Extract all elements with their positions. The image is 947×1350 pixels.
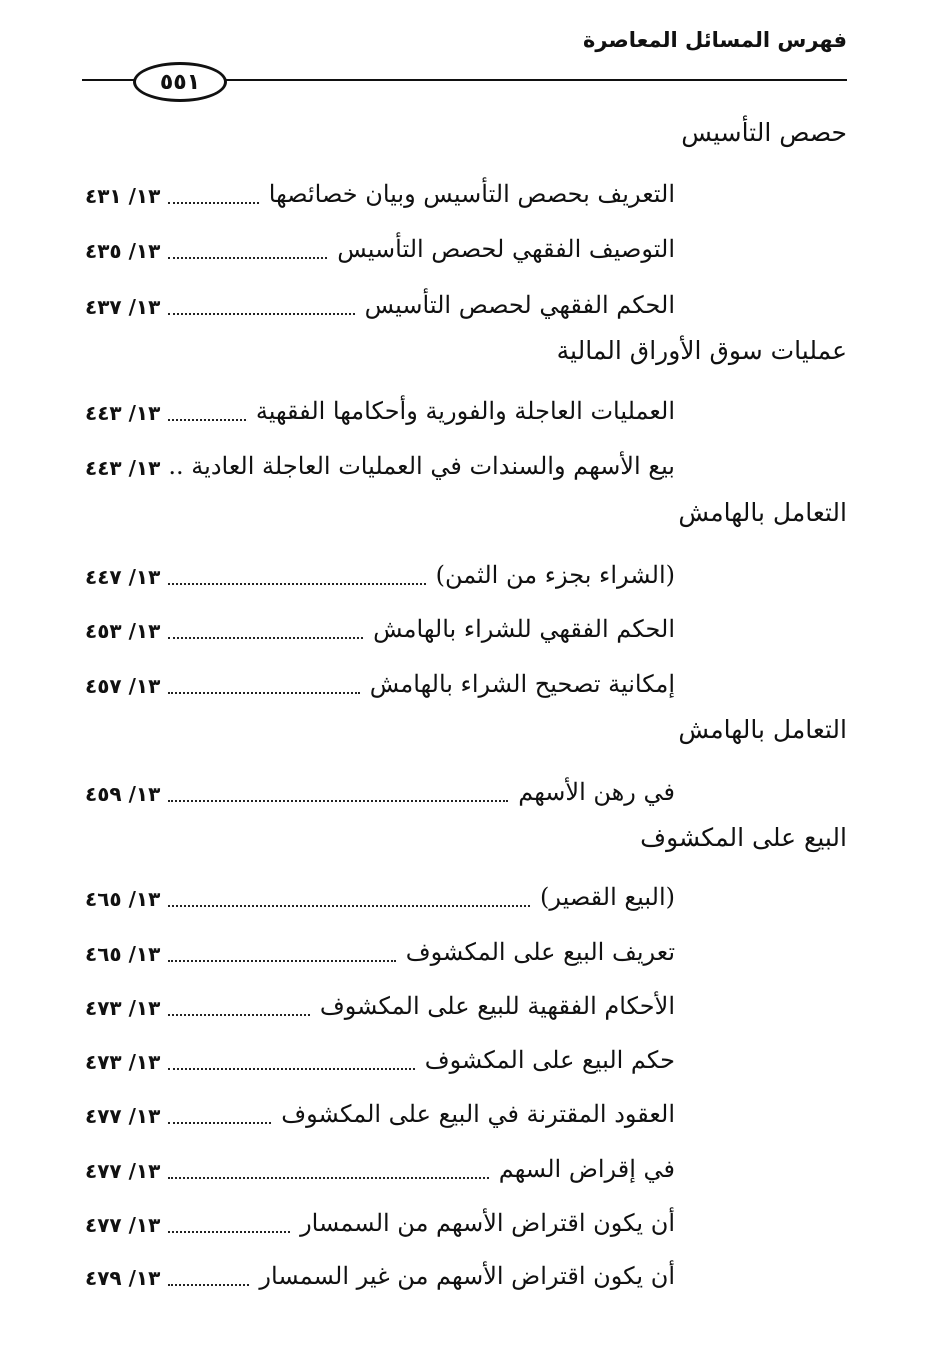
dot-leader bbox=[168, 1068, 415, 1070]
index-entry bbox=[85, 1256, 675, 1296]
entry-title: (البيع القصير) bbox=[539, 883, 675, 911]
entry-title: (الشراء بجزء من الثمن) bbox=[435, 561, 675, 589]
entry-reference: ١٣/ ٤٧٧ bbox=[85, 1213, 161, 1237]
section-heading: البيع على المكشوف bbox=[640, 823, 847, 852]
entry-title: حكم البيع على المكشوف bbox=[424, 1046, 675, 1074]
entry-title: الأحكام الفقهية للبيع على المكشوف bbox=[319, 992, 675, 1020]
dot-leader bbox=[168, 583, 426, 585]
index-entry bbox=[85, 174, 675, 214]
entry-reference: ١٣/ ٤٤٣ bbox=[85, 456, 161, 480]
index-entry bbox=[85, 555, 675, 595]
entry-reference: ١٣/ ٤٧٧ bbox=[85, 1159, 161, 1183]
entry-title: بيع الأسهم والسندات في العمليات العاجلة العادية .. bbox=[168, 452, 675, 480]
dot-leader bbox=[168, 257, 327, 259]
index-entry bbox=[85, 664, 675, 704]
entry-reference: ١٣/ ٤٤٧ bbox=[85, 565, 161, 589]
entry-title: التعريف بحصص التأسيس وبيان خصائصها bbox=[268, 180, 675, 208]
dot-leader bbox=[168, 692, 360, 694]
dot-leader bbox=[168, 1177, 489, 1179]
page-number: ٥٥١ bbox=[133, 62, 227, 102]
entry-reference: ١٣/ ٤٥٣ bbox=[85, 619, 161, 643]
index-entry bbox=[85, 1040, 675, 1080]
index-entry bbox=[85, 391, 675, 431]
section-heading: حصص التأسيس bbox=[681, 118, 847, 147]
entry-title: التوصيف الفقهي لحصص التأسيس bbox=[337, 235, 675, 263]
entry-reference: ١٣/ ٤٧٣ bbox=[85, 1050, 161, 1074]
dot-leader bbox=[168, 202, 259, 204]
entry-reference: ١٣/ ٤٤٣ bbox=[85, 401, 161, 425]
entry-title: العقود المقترنة في البيع على المكشوف bbox=[281, 1100, 675, 1128]
entry-title: في رهن الأسهم bbox=[518, 778, 675, 806]
dot-leader bbox=[168, 905, 530, 907]
section-heading: عمليات سوق الأوراق المالية bbox=[556, 336, 847, 365]
index-entry bbox=[85, 772, 675, 812]
dot-leader bbox=[168, 419, 246, 421]
entry-reference: ١٣/ ٤٧٩ bbox=[85, 1266, 161, 1290]
entry-title: في إقراض السهم bbox=[498, 1155, 675, 1183]
entry-title: إمكانية تصحيح الشراء بالهامش bbox=[369, 670, 675, 698]
entry-title: العمليات العاجلة والفورية وأحكامها الفقهية bbox=[255, 397, 675, 425]
entry-reference: ١٣/ ٤٧٧ bbox=[85, 1104, 161, 1128]
entry-reference: ١٣/ ٤٥٩ bbox=[85, 782, 161, 806]
dot-leader bbox=[168, 1122, 271, 1124]
entry-reference: ١٣/ ٤٣٧ bbox=[85, 295, 161, 319]
index-entry bbox=[85, 229, 675, 269]
entry-title: أن يكون اقتراض الأسهم من غير السمسار bbox=[259, 1262, 675, 1290]
entry-reference: ١٣/ ٤٣٥ bbox=[85, 239, 161, 263]
entry-reference: ١٣/ ٤٥٧ bbox=[85, 674, 161, 698]
entry-reference: ١٣/ ٤٣١ bbox=[85, 184, 161, 208]
index-entry bbox=[85, 446, 675, 486]
index-entry bbox=[85, 877, 675, 917]
index-entry bbox=[85, 1203, 675, 1243]
entry-reference: ١٣/ ٤٦٥ bbox=[85, 942, 161, 966]
index-entry bbox=[85, 932, 675, 972]
index-entry bbox=[85, 1094, 675, 1134]
entry-title: أن يكون اقتراض الأسهم من السمسار bbox=[300, 1209, 675, 1237]
section-heading: التعامل بالهامش bbox=[678, 715, 847, 744]
dot-leader bbox=[168, 800, 508, 802]
dot-leader bbox=[168, 1014, 310, 1016]
entry-reference: ١٣/ ٤٦٥ bbox=[85, 887, 161, 911]
index-entry bbox=[85, 986, 675, 1026]
running-header-title: فهرس المسائل المعاصرة bbox=[583, 28, 847, 52]
entry-title: الحكم الفقهي لحصص التأسيس bbox=[364, 291, 675, 319]
index-entry bbox=[85, 609, 675, 649]
section-heading: التعامل بالهامش bbox=[678, 498, 847, 527]
dot-leader bbox=[168, 960, 396, 962]
entry-title: الحكم الفقهي للشراء بالهامش bbox=[373, 615, 675, 643]
dot-leader bbox=[168, 313, 355, 315]
index-entry bbox=[85, 1149, 675, 1189]
entry-reference: ١٣/ ٤٧٣ bbox=[85, 996, 161, 1020]
dot-leader bbox=[168, 1231, 290, 1233]
dot-leader bbox=[168, 637, 363, 639]
entry-title: تعريف البيع على المكشوف bbox=[405, 938, 675, 966]
index-entry bbox=[85, 285, 675, 325]
dot-leader bbox=[168, 1284, 249, 1286]
